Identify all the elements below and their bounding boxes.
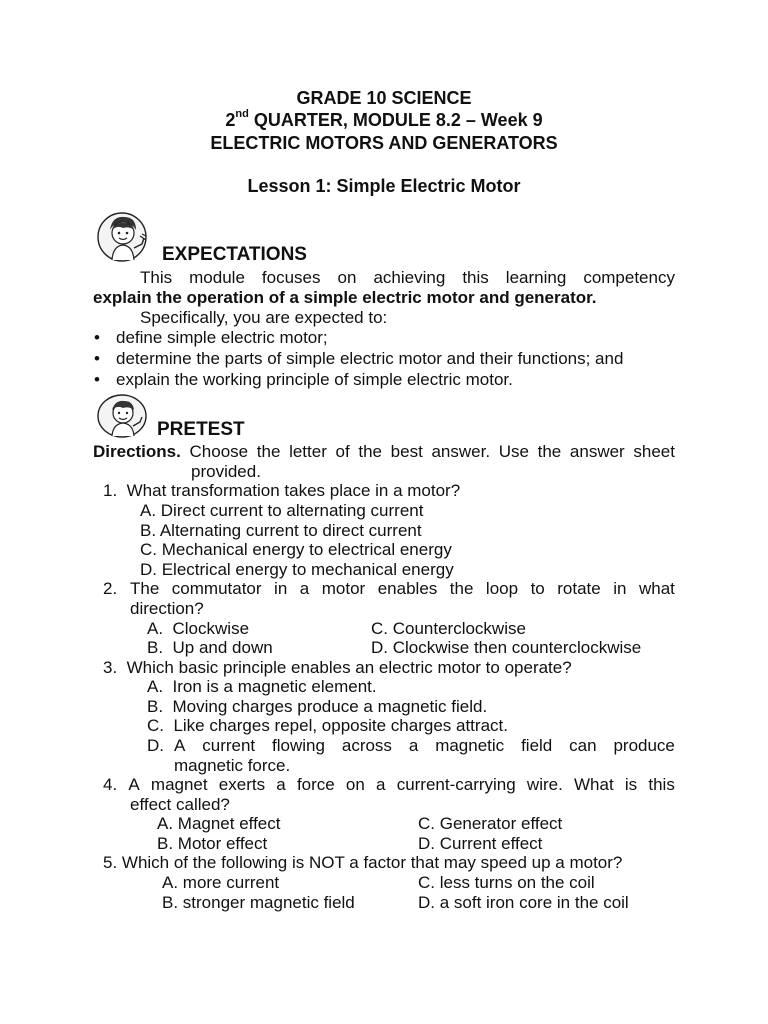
question-3-choice-c: C. Like charges repel, opposite charges attract. bbox=[147, 716, 508, 735]
expectations-heading: EXPECTATIONS bbox=[162, 244, 307, 265]
question-1-stem: 1. What transformation takes place in a motor? bbox=[103, 481, 461, 500]
question-4-choice-a: A. Magnet effect bbox=[157, 814, 281, 833]
question-3-choice-a: A. Iron is a magnetic element. bbox=[147, 677, 377, 696]
stem-word: rotate bbox=[557, 579, 601, 598]
directions-word: sheet bbox=[633, 442, 675, 461]
question-5-choice-c: C. less turns on the coil bbox=[418, 873, 595, 892]
intro-word: module bbox=[189, 268, 245, 287]
question-1-choice-c: C. Mechanical energy to electrical energy bbox=[140, 540, 452, 559]
stem-word: to bbox=[530, 579, 545, 598]
quarter-module-title bbox=[0, 109, 768, 131]
question-3-choice-b: B. Moving charges produce a magnetic field. bbox=[147, 697, 488, 716]
bullet-marker: • bbox=[94, 328, 100, 347]
question-2-stem bbox=[130, 579, 675, 599]
stem-word: in bbox=[613, 579, 627, 598]
question-4-choice-d: D. Current effect bbox=[418, 834, 543, 853]
question-3-choice-d bbox=[174, 736, 675, 756]
question-5-choice-d: D. a soft iron core in the coil bbox=[418, 893, 629, 912]
expectation-item: determine the parts of simple electric motor and their functions; and bbox=[116, 349, 624, 368]
choice-word: field bbox=[521, 736, 553, 755]
directions-word: of bbox=[335, 442, 350, 461]
expectation-item: explain the working principle of simple electric motor. bbox=[116, 370, 513, 389]
bullet-marker: • bbox=[94, 349, 100, 368]
stem-word: in bbox=[274, 579, 288, 598]
directions-word: the bbox=[537, 442, 562, 461]
directions-word: answer. bbox=[431, 442, 491, 461]
question-2-choice-d: D. Clockwise then counterclockwise bbox=[371, 638, 642, 657]
choice-word: current bbox=[202, 736, 256, 755]
module-title: ELECTRIC MOTORS AND GENERATORS bbox=[210, 133, 558, 153]
choice-word: can bbox=[569, 736, 597, 755]
question-4-stem-continuation: effect called? bbox=[130, 795, 230, 814]
directions-continuation: provided. bbox=[191, 462, 261, 481]
directions-word: the bbox=[358, 442, 383, 461]
choice-word: produce bbox=[613, 736, 675, 755]
choice-word: flowing bbox=[272, 736, 325, 755]
question-2-choice-c: C. Counterclockwise bbox=[371, 619, 526, 638]
question-4-stem bbox=[103, 775, 675, 795]
stem-word: enables bbox=[377, 579, 438, 598]
choice-word: A bbox=[174, 736, 186, 755]
question-4-choice-b: B. Motor effect bbox=[157, 834, 268, 853]
quarter-rest: QUARTER, MODULE 8.2 – Week 9 bbox=[248, 110, 543, 130]
student-boy-icon bbox=[96, 208, 152, 264]
bullet-marker: • bbox=[94, 370, 100, 389]
stem-word: A bbox=[128, 775, 140, 794]
stem-word: a bbox=[276, 775, 286, 794]
stem-word: commutator bbox=[171, 579, 262, 598]
question-4-choice-c: C. Generator effect bbox=[418, 814, 563, 833]
question-3-choice-d-label: D. bbox=[147, 736, 164, 755]
student-boy-icon bbox=[96, 392, 152, 440]
directions-label: Directions. bbox=[93, 442, 181, 461]
intro-word: competency bbox=[583, 268, 675, 287]
stem-word: wire. bbox=[526, 775, 563, 794]
directions-line bbox=[93, 442, 675, 462]
question-2-number: 2. bbox=[103, 579, 118, 598]
stem-word: exerts bbox=[218, 775, 266, 794]
question-3-stem: 3. Which basic principle enables an electric motor to operate? bbox=[103, 658, 572, 677]
question-5-choice-b: B. stronger magnetic field bbox=[162, 893, 355, 912]
stem-word: What bbox=[574, 775, 614, 794]
stem-word: force bbox=[296, 775, 335, 794]
directions-word: answer bbox=[569, 442, 625, 461]
question-5-stem: 5. Which of the following is NOT a factor that may speed up a motor? bbox=[103, 853, 623, 872]
question-2-stem-continuation: direction? bbox=[130, 599, 204, 618]
stem-word: on bbox=[345, 775, 365, 794]
intro-word: this bbox=[462, 268, 489, 287]
question-1-choice-a: A. Direct current to alternating current bbox=[140, 501, 424, 520]
intro-word: on bbox=[337, 268, 357, 287]
question-2-choice-a: A. Clockwise bbox=[147, 619, 250, 638]
directions-word: the bbox=[256, 442, 281, 461]
stem-word: the bbox=[449, 579, 474, 598]
question-3-choice-d-continuation: magnetic force. bbox=[174, 756, 291, 775]
directions-word: best bbox=[390, 442, 423, 461]
quarter-number: 2 bbox=[225, 110, 236, 130]
intro-word: learning bbox=[505, 268, 567, 287]
expectations-specifically: Specifically, you are expected to: bbox=[140, 308, 388, 327]
expectations-intro bbox=[140, 268, 675, 288]
stem-word: motor bbox=[321, 579, 366, 598]
intro-word: This bbox=[140, 268, 173, 287]
grade-title: GRADE 10 SCIENCE bbox=[296, 88, 472, 108]
directions-word: letter bbox=[289, 442, 327, 461]
stem-word: 4. bbox=[103, 775, 118, 794]
choice-word: across bbox=[341, 736, 392, 755]
expectation-item: define simple electric motor; bbox=[116, 328, 328, 347]
choice-word: magnetic bbox=[435, 736, 505, 755]
question-1-choice-d: D. Electrical energy to mechanical energy bbox=[140, 560, 454, 579]
stem-word: this bbox=[648, 775, 675, 794]
directions-word: Use bbox=[498, 442, 529, 461]
stem-word: a bbox=[376, 775, 386, 794]
quarter-ordinal: nd bbox=[235, 108, 249, 120]
choice-word: a bbox=[408, 736, 419, 755]
question-5-choice-a: A. more current bbox=[162, 873, 280, 892]
pretest-heading: PRETEST bbox=[157, 419, 245, 440]
intro-word: achieving bbox=[373, 268, 446, 287]
intro-word: focuses bbox=[261, 268, 321, 287]
directions-word: Choose bbox=[189, 442, 249, 461]
stem-word: The bbox=[130, 579, 160, 598]
stem-word: is bbox=[624, 775, 638, 794]
question-2-choice-b: B. Up and down bbox=[147, 638, 273, 657]
learning-competency: explain the operation of a simple electric motor and generator. bbox=[93, 288, 597, 307]
stem-word: current-carrying bbox=[396, 775, 516, 794]
lesson-title: Lesson 1: Simple Electric Motor bbox=[247, 176, 521, 196]
stem-word: loop bbox=[485, 579, 519, 598]
question-1-choice-b: B. Alternating current to direct current bbox=[140, 521, 422, 540]
stem-word: what bbox=[638, 579, 675, 598]
stem-word: a bbox=[299, 579, 310, 598]
stem-word: magnet bbox=[150, 775, 208, 794]
